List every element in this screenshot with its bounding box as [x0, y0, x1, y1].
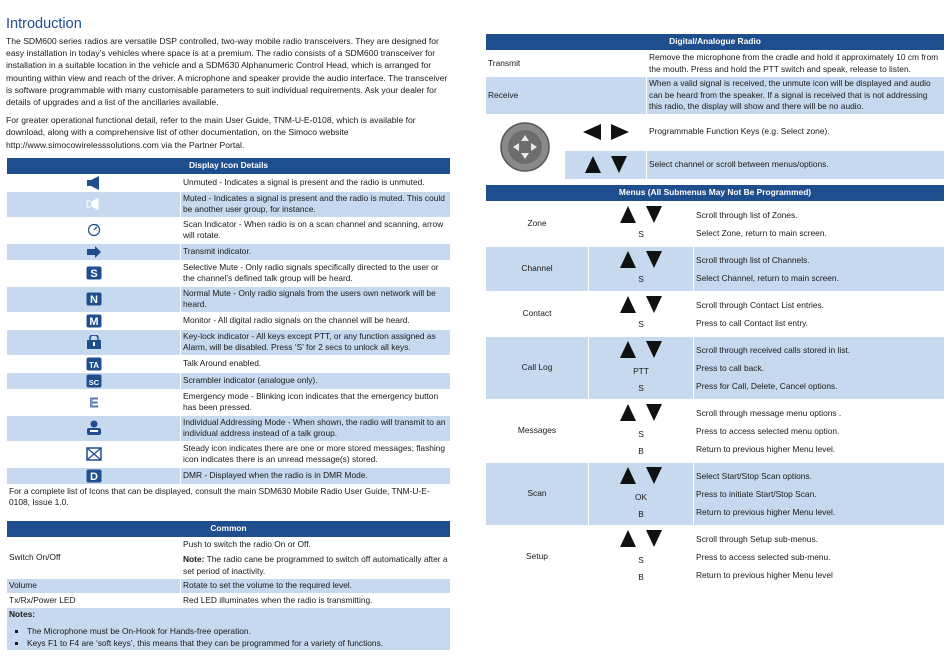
down-arrow-icon [646, 251, 662, 268]
switch-note [183, 554, 448, 577]
down-arrow-icon [646, 530, 662, 547]
down-arrow-icon [646, 296, 662, 313]
menu-name: Scan [486, 462, 589, 525]
up-arrow-icon [585, 156, 601, 173]
notes-label: Notes: [9, 609, 36, 620]
menu-description [694, 246, 945, 291]
icon-row [7, 260, 451, 286]
menu-desc-line: Scroll through list of Channels. [696, 254, 810, 265]
key-lock-icon [9, 335, 178, 349]
icon-cell [7, 286, 181, 312]
menu-name: Setup [486, 525, 589, 588]
icon-description: Steady icon indicates there are one or more stored messages; flashing icon indicates there is an unread message(s) stored. [181, 441, 451, 467]
note-item: ▪ Keys F1 to F4 are ‘soft keys’, this means that they can be programmed for a variety of functions. [27, 637, 448, 649]
intro-paragraph-2: For greater operational functional detail, refer to the main User Guide, TNM-U-E-0108, which is available for download, along with a comprehensive list of other documentation, on the Simoco website http://www.simocowirelesssolutions.com via the Partner Portal. [6, 115, 416, 150]
menu-keys [589, 399, 694, 462]
left-column [6, 0, 451, 651]
volume-desc: Rotate to set the volume to the required level. [181, 579, 451, 594]
menu-description [694, 291, 945, 336]
menu-desc-line: Press to initiate Start/Stop Scan. [696, 488, 817, 499]
right-column [485, 33, 945, 589]
icon-cell [7, 389, 181, 415]
menu-description [694, 201, 945, 246]
key-label: B [638, 446, 644, 456]
key-label: S [638, 318, 644, 329]
icon-description: Normal Mute - Only radio signals from the users own network will be heard. [181, 286, 451, 312]
key-label: PTT [633, 365, 649, 376]
intro-paragraph-1: The SDM600 series radios are versatile DSP controlled, two-way mobile radio transceivers. They are designed for easy installation in today’s vehicles where space is at a premium. The radio consists of a SDM600 transceiver for installation in a suitable location in the vehicle and a SDM630 Alphanumeric Control Head, which is arranged for mounting within view and reach of the driver. A microphone and speaker provide the audio interface. The transceiver is software programmable with many customisable parameters to suit individual requirements. Ask your dealer for details of upgrades and a list of the ancillaries available. [6, 36, 448, 108]
common-table [6, 520, 451, 651]
menu-desc-line: Press to access selected sub-menu. [696, 551, 831, 562]
icon-cell [7, 329, 181, 355]
down-arrow-icon [646, 341, 662, 358]
menus-table-title: Menus (All Submenus May Not Be Programmed) [486, 184, 945, 201]
menu-desc-line: Return to previous higher Menu level. [696, 443, 836, 454]
icon-cell [7, 174, 181, 191]
down-arrow-icon [646, 467, 662, 484]
icon-description: Key-lock indicator - All keys except PTT, or any function assigned as Alarm, will be disabled. Press ‘S’ for 2 secs to unlock all keys. [181, 329, 451, 355]
icon-row [7, 217, 451, 243]
down-arrow-icon [611, 156, 627, 173]
icon-description: Scan Indicator - When radio is on a scan channel and scanning, arrow will rotate. [181, 217, 451, 243]
switch-desc-text: Push to switch the radio On or Off. [183, 538, 311, 549]
key-label: S [638, 383, 644, 393]
svg-text:D: D [89, 470, 98, 483]
down-arrow-icon [646, 404, 662, 421]
key-label: S [638, 228, 644, 239]
left-arrow-icon [583, 124, 601, 140]
menu-keys [589, 291, 694, 336]
down-arrow-icon [646, 206, 662, 223]
icon-cell [7, 372, 181, 389]
message-envelope-icon [9, 447, 178, 461]
menu-keys [589, 336, 694, 399]
common-table-title: Common [7, 520, 451, 537]
menu-desc-line: Press to access selected menu option. [696, 425, 840, 436]
notes-list [9, 625, 448, 649]
intro-title: Introduction [6, 16, 82, 32]
menus-table [485, 184, 945, 589]
talk-around-ta-icon [9, 357, 178, 371]
up-arrow-icon [620, 206, 636, 223]
switch-desc [181, 537, 451, 579]
up-arrow-icon [620, 467, 636, 484]
transmit-desc: Remove the microphone from the cradle and hold it approximately 10 cm from the mouth. Press and hold the PTT switch and speak, release to listen. [647, 51, 945, 77]
rotary-knob-cell [486, 114, 565, 179]
note-item: ▪ The Microphone must be On-Hook for Hands-free operation. [27, 625, 448, 637]
icon-row [7, 243, 451, 260]
up-arrow-icon [620, 404, 636, 421]
menu-desc-line: Select Zone, return to main screen. [696, 227, 827, 238]
left-right-keys-cell [565, 114, 647, 150]
menu-row-scan [486, 462, 945, 525]
up-down-keys-cell [565, 150, 647, 179]
switch-label: Switch On/Off [7, 537, 181, 579]
key-label: S [638, 428, 644, 439]
svg-text:E: E [89, 395, 98, 410]
menu-row-contact [486, 291, 945, 336]
icon-row [7, 415, 451, 441]
normal-mute-n-icon [9, 292, 178, 306]
switch-note-label: Note: [183, 554, 205, 565]
up-arrow-icon [620, 251, 636, 268]
switch-note-text: The radio cane be programmed to switch off automatically after a set period of inactivity. [183, 554, 448, 576]
selective-mute-s-icon [9, 266, 178, 280]
individual-addressing-icon [9, 420, 178, 436]
icon-cell [7, 217, 181, 243]
icon-row [7, 174, 451, 191]
menu-desc-line: Select Channel, return to main screen. [696, 272, 839, 283]
menu-name: Contact [486, 291, 589, 336]
menu-desc-line: Return to previous higher Menu level [696, 569, 833, 580]
notes-cell [7, 608, 451, 651]
icon-description: Talk Around enabled. [181, 355, 451, 372]
up-arrow-icon [620, 341, 636, 358]
menu-description [694, 525, 945, 588]
icon-row [7, 389, 451, 415]
channel-desc: Select channel or scroll between menus/options. [647, 150, 945, 179]
digital-table-title: Digital/Analogue Radio [486, 34, 945, 51]
digital-analogue-table [485, 33, 945, 180]
right-arrow-icon [611, 124, 629, 140]
icon-description: Selective Mute - Only radio signals specifically directed to the user or the channel’s defined talk group will be heard. [181, 260, 451, 286]
receive-label: Receive [486, 77, 647, 115]
menu-desc-line: Select Start/Stop Scan options. [696, 470, 812, 481]
icon-row [7, 372, 451, 389]
icon-row [7, 191, 451, 217]
icon-cell [7, 415, 181, 441]
led-desc: Red LED illuminates when the radio is transmitting. [181, 593, 451, 608]
menu-desc-line: Scroll through received calls stored in list. [696, 344, 851, 355]
icon-row [7, 329, 451, 355]
display-icon-table [6, 157, 451, 511]
menu-row-zone [486, 201, 945, 246]
display-icon-footer: For a complete list of Icons that can be displayed, consult the main SDM630 Mobile Radio User Guide, TNM-U-E-0108, Issue 1.0. [7, 484, 451, 510]
key-label: S [638, 554, 644, 565]
svg-text:SC: SC [88, 377, 99, 387]
speaker-unmuted-icon [9, 176, 178, 190]
emergency-e-icon [9, 395, 178, 409]
icon-description: Muted - Indicates a signal is present and the radio is muted. This could be another user group, for instance. [181, 191, 451, 217]
menu-description [694, 336, 945, 399]
icon-description: Transmit indicator. [181, 243, 451, 260]
menu-keys [589, 201, 694, 246]
icon-row [7, 286, 451, 312]
svg-text:S: S [89, 268, 98, 281]
menu-desc-line: Scroll through Contact List entries. [696, 299, 825, 310]
menu-desc-line: Scroll through Setup sub-menus. [696, 533, 818, 544]
key-label: B [638, 572, 644, 582]
svg-text:M: M [88, 315, 99, 328]
menu-name: Channel [486, 246, 589, 291]
icon-description: Individual Addressing Mode - When shown, the radio will transmit to an individual address instead of a talk group. [181, 415, 451, 441]
menu-name: Call Log [486, 336, 589, 399]
icon-cell [7, 312, 181, 329]
menu-desc-line: Press to call back. [696, 362, 764, 373]
menu-keys [589, 246, 694, 291]
menu-row-call-log [486, 336, 945, 399]
icon-description: Unmuted - Indicates a signal is present and the radio is unmuted. [181, 174, 451, 191]
icon-cell [7, 441, 181, 467]
menu-name: Zone [486, 201, 589, 246]
func-keys-desc: Programmable Function Keys (e.g. Select zone). [647, 114, 945, 150]
icon-cell [7, 355, 181, 372]
icon-cell [7, 260, 181, 286]
menu-desc-line: Press to call Contact list entry. [696, 317, 809, 328]
icon-cell [7, 243, 181, 260]
menu-description [694, 399, 945, 462]
scrambler-sc-icon [9, 374, 178, 388]
key-label: OK [634, 491, 648, 502]
speaker-muted-icon [9, 197, 178, 211]
volume-label: Volume [7, 579, 181, 594]
up-arrow-icon [620, 296, 636, 313]
transmit-arrow-icon [9, 245, 178, 259]
display-icon-table-title: Display Icon Details [7, 157, 451, 174]
icon-description: Scrambler indicator (analogue only). [181, 372, 451, 389]
menu-desc-line: Return to previous higher Menu level. [696, 506, 836, 517]
menu-desc-line: Press for Call, Delete, Cancel options. [696, 380, 838, 391]
monitor-m-icon [9, 314, 178, 328]
icon-row [7, 467, 451, 484]
menu-description [694, 462, 945, 525]
svg-text:TA: TA [88, 360, 99, 370]
svg-text:N: N [89, 294, 98, 307]
menu-keys [589, 462, 694, 525]
icon-row [7, 441, 451, 467]
icon-description: Monitor - All digital radio signals on the channel will be heard. [181, 312, 451, 329]
menu-row-channel [486, 246, 945, 291]
menu-row-messages [486, 399, 945, 462]
dmr-d-icon [9, 469, 178, 483]
icon-cell [7, 467, 181, 484]
transmit-label: Transmit [486, 51, 647, 77]
key-label: S [638, 273, 644, 284]
icon-description: DMR - Displayed when the radio is in DMR Mode. [181, 467, 451, 484]
menu-desc-line: Scroll through list of Zones. [696, 209, 798, 220]
icon-cell [7, 191, 181, 217]
menu-keys [589, 525, 694, 588]
menu-row-setup [486, 525, 945, 588]
icon-row [7, 355, 451, 372]
icon-row [7, 312, 451, 329]
rotary-knob-icon [499, 121, 551, 173]
menu-name: Messages [486, 399, 589, 462]
key-label: B [638, 509, 644, 519]
icon-description: Emergency mode - Blinking icon indicates that the emergency button has been pressed. [181, 389, 451, 415]
led-label: Tx/Rx/Power LED [7, 593, 181, 608]
up-arrow-icon [620, 530, 636, 547]
scan-indicator-icon [9, 223, 178, 237]
menu-desc-line: Scroll through message menu options . [696, 407, 842, 418]
receive-desc: When a valid signal is received, the unmute icon will be displayed and audio can be heard from the speaker. If a signal is received that is not addressing this radio, the display will show and there will be no audio. [647, 77, 945, 115]
